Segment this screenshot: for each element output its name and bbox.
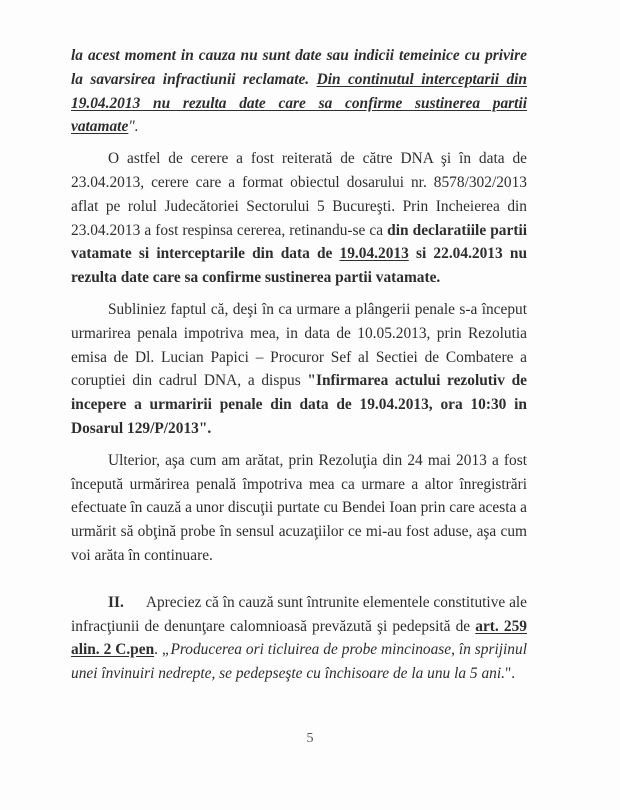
document-body	[71, 44, 527, 686]
text-segment-bold: "Infirmarea actului rezolutiv de incepere a urmaririi penale din data de 19.04.2013, ora 10:30 in Dosarul 129/P/2013".	[71, 372, 527, 437]
text-segment: la acest moment in cauza nu sunt date sau indicii temeinice cu privire la savarsirea infractiunii reclamate.	[71, 47, 527, 88]
text-segment: O astfel de cerere a fost reiterată de către DNA şi în data de 23.04.2013, cerere care a format obiectul dosarului nr. 8578/302/2013 aflat pe rolul Judecătoriei Sectorului 5 Bucureşti. Prin Incheierea din 23.04.2013 a fost respinsa cererea, retinandu-se ca	[71, 150, 527, 239]
text-segment: Apreciez că în cauză sunt întrunite elementele constitutive ale infracţiunii de denunţare calomnioasă prevăzută şi pedepsită de	[71, 593, 528, 635]
text-segment: Subliniez faptul că, deşi în ca urmare a plângerii penale s-a început urmarirea penala impotriva mea, in data de 10.05.2013, prin Rezolutia emisa de Dl. Lucian Papici – Procuror Sef al Sectiei de Combatere a coruptiei din cadrul DNA, a dispus	[71, 300, 527, 390]
paragraph-infirmare	[71, 298, 527, 441]
paragraph-quote-continuation	[71, 44, 527, 139]
paragraph-ulterior	[71, 449, 527, 568]
text-segment-bold-underlined: art. 259 alin. 2 C.pen	[71, 617, 527, 659]
text-segment: .	[154, 641, 162, 659]
text-segment: ".	[128, 118, 139, 136]
page-number: 5	[306, 731, 314, 746]
text-segment-bold: si 22.04.2013 nu rezulta date care sa confirme sustinerea partii vatamate.	[71, 245, 527, 287]
text-segment: Ulterior, aşa cum am arătat, prin Rezoluţia din 24 mai 2013 a fost începută urmărirea penală împotriva mea ca urmare a altor înregistrări efectuate în cauză a unor discuţii purtate cu Bendei Ioan prin care acesta a urmărit să obţină probe în sensul acuzaţiilor ce mi-au fost aduse, aşa cum voi arăta în continuare.	[71, 451, 527, 564]
section-label: II.	[108, 593, 124, 611]
paragraph-dna-request	[71, 147, 527, 290]
text-segment-underlined: Din continutul interceptarii din 19.04.2013 nu rezulta date care sa confirme sustinerea partii vatamate	[71, 70, 527, 136]
paragraph-section-ii	[71, 591, 527, 686]
text-segment-bold-underlined: 19.04.2013	[339, 245, 409, 263]
text-segment: ".	[504, 665, 516, 683]
text-segment-bold: din declaratiile partii vatamate si interceptarile din data de	[71, 221, 527, 263]
text-segment-italic-quote: „Producerea ori ticluirea de probe mincinoase, în sprijinul unei învinuiri nedrepte, se pedepseşte cu închisoare de la unu la 5 ani.	[71, 641, 527, 683]
